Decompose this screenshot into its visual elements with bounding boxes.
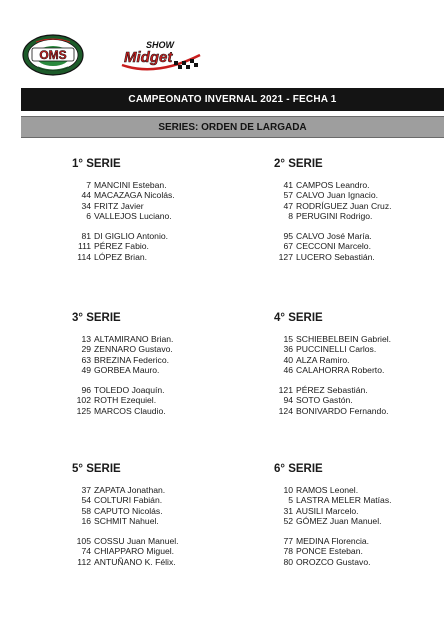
driver-row xyxy=(62,485,252,495)
driver-list xyxy=(62,180,252,262)
page-title: CAMPEONATO INVERNAL 2021 - FECHA 1 xyxy=(21,88,444,111)
driver-name: LUCERO Sebastián. xyxy=(296,251,375,262)
serie-title xyxy=(264,156,448,172)
driver-number: 15 xyxy=(283,334,293,344)
driver-number: 49 xyxy=(81,364,91,375)
driver-number: 114 xyxy=(77,251,91,262)
driver-row xyxy=(264,557,448,567)
driver-row xyxy=(62,252,252,262)
driver-row xyxy=(62,211,252,221)
driver-name: GORBEA Mauro. xyxy=(94,364,160,375)
driver-name: FRITZ Javier xyxy=(94,200,144,211)
serie-title-text: 3° SERIE xyxy=(72,312,121,324)
driver-name: LÓPEZ Brian. xyxy=(94,251,148,262)
driver-row xyxy=(62,536,252,546)
serie-title xyxy=(62,461,252,477)
driver-number: 5 xyxy=(288,495,293,506)
serie-title-text: 6° SERIE xyxy=(274,463,323,475)
driver-number: 102 xyxy=(76,395,91,406)
driver-name: RODRÍGUEZ Juan Cruz. xyxy=(296,200,392,211)
driver-number: 46 xyxy=(283,364,293,375)
driver-row xyxy=(62,557,252,567)
driver-name: MARCOS Claudio. xyxy=(94,405,166,416)
driver-number: 74 xyxy=(81,546,91,557)
driver-name: SCHIEBELBEIN Gabriel. xyxy=(296,334,392,344)
serie-title-text: 4° SERIE xyxy=(274,312,323,324)
driver-number: 80 xyxy=(283,556,293,567)
driver-number: 41 xyxy=(283,180,293,190)
serie-5 xyxy=(62,461,252,567)
driver-name: ALTAMIRANO Brian. xyxy=(94,334,174,344)
driver-name: PÉREZ Sebastián. xyxy=(296,385,368,396)
driver-row xyxy=(264,495,448,505)
driver-row xyxy=(62,241,252,251)
driver-name: PUCCINELLI Carlos. xyxy=(296,344,377,355)
driver-row xyxy=(264,406,448,416)
show-midget-logo xyxy=(116,37,206,73)
driver-number: 57 xyxy=(283,190,293,201)
driver-name: MACAZAGA Nicolás. xyxy=(94,190,175,201)
driver-name: CALVO Juan Ignacio. xyxy=(296,190,379,201)
driver-number: 6 xyxy=(86,210,91,221)
driver-number: 96 xyxy=(81,385,91,396)
serie-title xyxy=(264,310,448,326)
svg-text:SHOW: SHOW xyxy=(146,40,174,50)
driver-row xyxy=(264,516,448,526)
driver-number: 63 xyxy=(81,354,91,365)
driver-name: PÉREZ Fabio. xyxy=(94,241,149,252)
driver-name: SCHMIT Nahuel. xyxy=(94,515,159,526)
driver-name: AUSILI Marcelo. xyxy=(296,505,359,516)
driver-number: 36 xyxy=(283,344,293,355)
driver-number: 121 xyxy=(278,385,293,396)
driver-row xyxy=(62,334,252,344)
driver-name: ANTUÑANO K. Félix. xyxy=(94,556,176,567)
driver-number: 125 xyxy=(76,405,91,416)
driver-number: 58 xyxy=(81,505,91,516)
driver-row xyxy=(62,495,252,505)
serie-3 xyxy=(62,310,252,416)
driver-name: COSSU Juan Manuel. xyxy=(94,536,179,547)
driver-row xyxy=(62,506,252,516)
serie-title xyxy=(264,461,448,477)
driver-row xyxy=(264,536,448,546)
driver-number: 37 xyxy=(81,485,91,495)
driver-list xyxy=(62,334,252,416)
driver-number: 44 xyxy=(81,190,91,201)
driver-row xyxy=(264,190,448,200)
driver-list xyxy=(264,485,448,567)
driver-number: 16 xyxy=(81,515,91,526)
driver-name: CAMPOS Leandro. xyxy=(296,180,370,190)
driver-list xyxy=(264,334,448,416)
driver-row xyxy=(62,355,252,365)
driver-number: 10 xyxy=(283,485,293,495)
driver-name: MEDINA Florencia. xyxy=(296,536,370,547)
serie-1 xyxy=(62,156,252,262)
driver-name: DI GIGLIO Antonio. xyxy=(94,231,169,242)
driver-row xyxy=(62,516,252,526)
driver-number: 47 xyxy=(283,200,293,211)
driver-row xyxy=(264,365,448,375)
driver-row xyxy=(264,241,448,251)
driver-number: 67 xyxy=(283,241,293,252)
driver-row xyxy=(62,201,252,211)
driver-number: 111 xyxy=(77,241,91,252)
serie-title-text: 1° SERIE xyxy=(72,158,121,170)
driver-number: 34 xyxy=(81,200,91,211)
serie-2 xyxy=(264,156,448,262)
driver-number: 81 xyxy=(81,231,91,242)
driver-row xyxy=(264,231,448,241)
driver-list xyxy=(62,485,252,567)
page-subtitle: SERIES: ORDEN DE LARGADA xyxy=(21,116,444,138)
driver-number: 13 xyxy=(81,334,91,344)
driver-number: 127 xyxy=(278,251,293,262)
driver-name: CHIAPPARO Miguel. xyxy=(94,546,175,557)
driver-name: GÓMEZ Juan Manuel. xyxy=(296,515,382,526)
header-logos xyxy=(22,34,222,76)
driver-name: BREZINA Federico. xyxy=(94,354,169,365)
serie-title xyxy=(62,156,252,172)
driver-list xyxy=(264,180,448,262)
driver-number: 7 xyxy=(86,180,91,190)
driver-name: LASTRA MELER Matías. xyxy=(296,495,392,506)
serie-title xyxy=(62,310,252,326)
driver-number: 105 xyxy=(76,536,91,547)
driver-name: CALVO José María. xyxy=(296,231,372,242)
driver-name: CAPUTO Nicolás. xyxy=(94,505,163,516)
driver-row xyxy=(62,385,252,395)
driver-number: 94 xyxy=(283,395,293,406)
driver-name: PONCE Esteban. xyxy=(296,546,363,557)
driver-name: COLTURI Fabián. xyxy=(94,495,163,506)
driver-row xyxy=(62,231,252,241)
driver-number: 124 xyxy=(278,405,293,416)
driver-row xyxy=(62,546,252,556)
driver-number: 95 xyxy=(283,231,293,242)
driver-row xyxy=(62,406,252,416)
driver-name: CALAHORRA Roberto. xyxy=(296,364,385,375)
driver-name: PERUGINI Rodrigo. xyxy=(296,210,373,221)
driver-number: 54 xyxy=(81,495,91,506)
driver-row xyxy=(264,201,448,211)
driver-row xyxy=(264,395,448,405)
driver-name: BONIVARDO Fernando. xyxy=(296,405,389,416)
driver-row xyxy=(264,485,448,495)
driver-number: 40 xyxy=(283,354,293,365)
serie-6 xyxy=(264,461,448,567)
driver-row xyxy=(62,344,252,354)
driver-row xyxy=(62,180,252,190)
driver-number: 8 xyxy=(288,210,293,221)
driver-row xyxy=(264,334,448,344)
driver-row xyxy=(264,211,448,221)
svg-text:OMS: OMS xyxy=(39,48,67,62)
driver-row xyxy=(264,180,448,190)
driver-number: 77 xyxy=(283,536,293,547)
driver-row xyxy=(264,252,448,262)
driver-row xyxy=(62,190,252,200)
driver-row xyxy=(264,546,448,556)
driver-name: MANCINI Esteban. xyxy=(94,180,167,190)
driver-number: 52 xyxy=(283,515,293,526)
driver-name: SOTO Gastón. xyxy=(296,395,353,406)
driver-name: TOLEDO Joaquín. xyxy=(94,385,165,396)
driver-row xyxy=(264,385,448,395)
driver-name: ZENNARO Gustavo. xyxy=(94,344,173,355)
serie-title-text: 2° SERIE xyxy=(274,158,323,170)
driver-number: 29 xyxy=(81,344,91,355)
oms-logo xyxy=(22,34,84,76)
serie-4 xyxy=(264,310,448,416)
driver-row xyxy=(62,365,252,375)
serie-title-text: 5° SERIE xyxy=(72,463,121,475)
driver-number: 31 xyxy=(283,505,293,516)
driver-number: 112 xyxy=(77,556,91,567)
driver-row xyxy=(264,344,448,354)
driver-row xyxy=(62,395,252,405)
driver-name: ROTH Ezequiel. xyxy=(94,395,157,406)
svg-text:Midget: Midget xyxy=(124,49,173,66)
driver-name: CECCONI Marcelo. xyxy=(296,241,371,252)
driver-name: RAMOS Leonel. xyxy=(296,485,359,495)
driver-number: 78 xyxy=(283,546,293,557)
driver-row xyxy=(264,506,448,516)
driver-row xyxy=(264,355,448,365)
driver-name: VALLEJOS Luciano. xyxy=(94,210,172,221)
driver-name: ALZA Ramiro. xyxy=(296,354,350,365)
driver-name: ZAPATA Jonathan. xyxy=(94,485,166,495)
driver-name: OROZCO Gustavo. xyxy=(296,556,371,567)
